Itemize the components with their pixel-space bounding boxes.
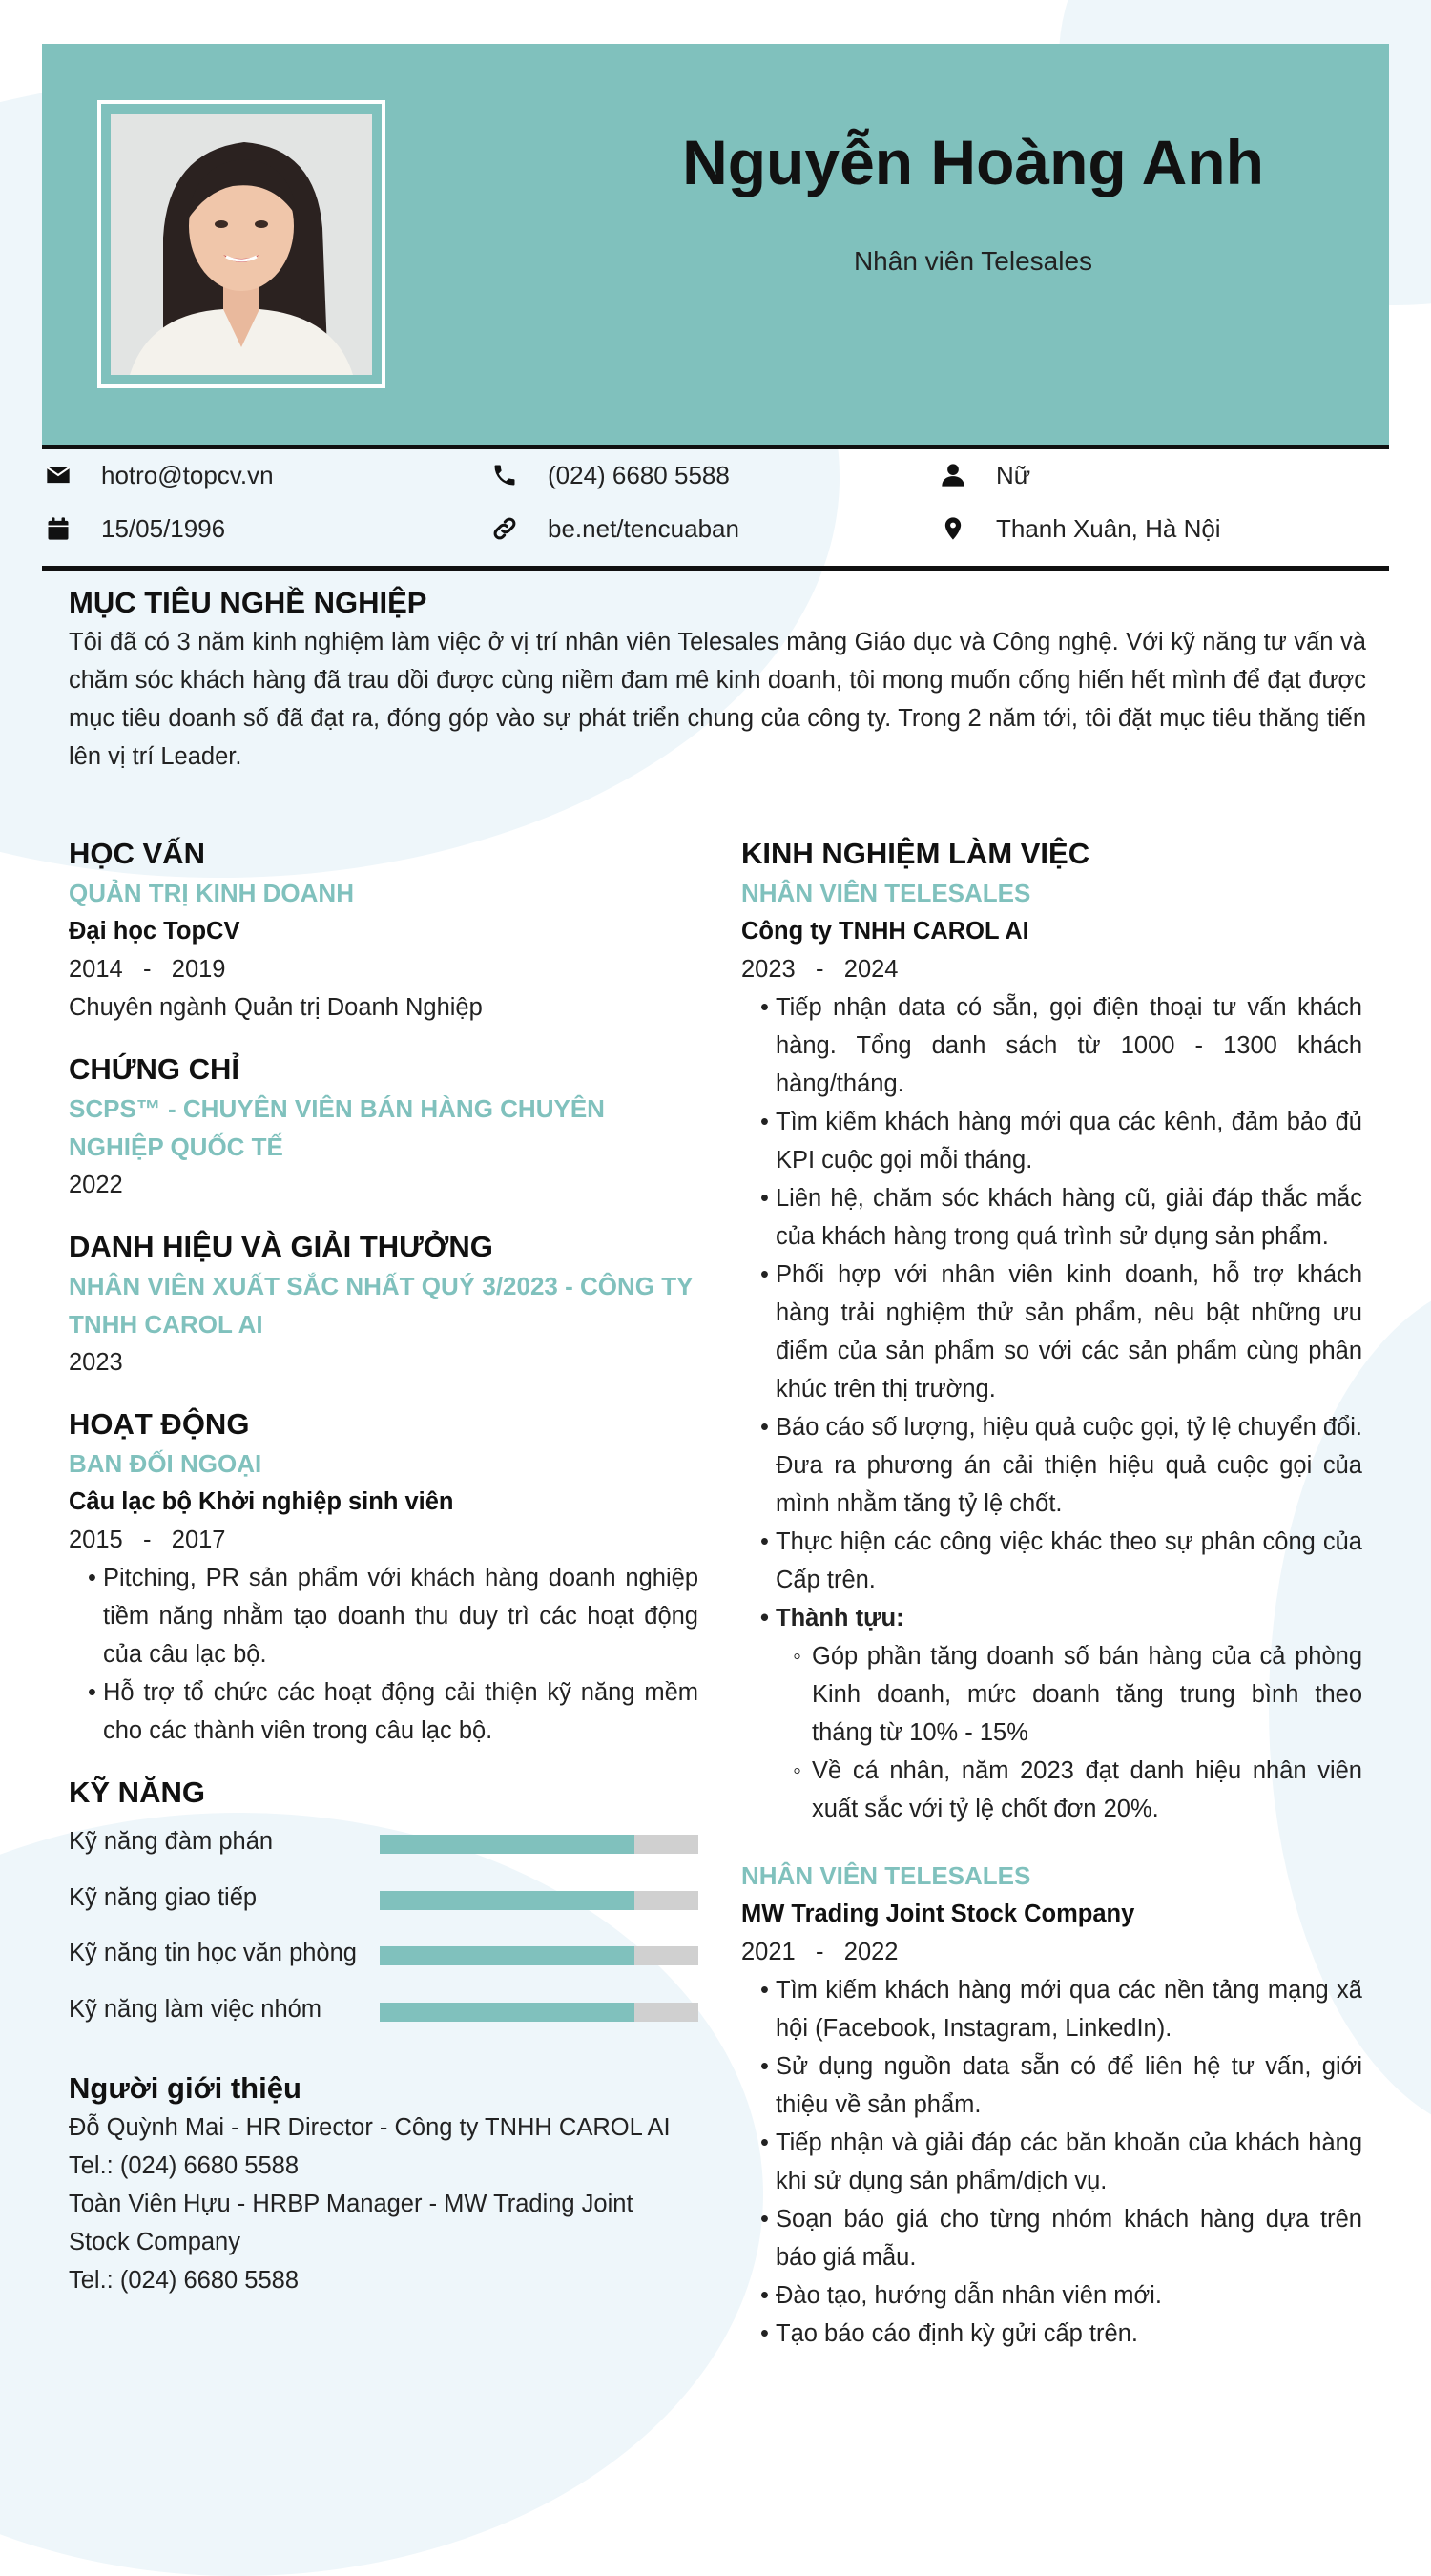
period-separator: - bbox=[143, 956, 152, 983]
phone-text: (024) 6680 5588 bbox=[548, 460, 730, 489]
certificates-section bbox=[69, 1049, 698, 1204]
skill-row bbox=[69, 1984, 698, 2041]
reference-line: Đỗ Quỳnh Mai - HR Director - Công ty TNHH CAROL AI bbox=[69, 2114, 671, 2141]
link-icon bbox=[488, 512, 521, 545]
activity-org: Câu lạc bộ Khởi nghiệp sinh viên bbox=[69, 1488, 454, 1515]
education-end: 2019 bbox=[171, 956, 226, 983]
awards-section bbox=[69, 1227, 698, 1381]
job-start: 2023 bbox=[741, 956, 796, 983]
objective-title: MỤC TIÊU NGHỀ NGHIỆP bbox=[69, 586, 427, 619]
list-item: • Tìm kiếm khách hàng mới qua các kênh, đảm bảo đủ KPI cuộc gọi mỗi tháng. bbox=[776, 1103, 1362, 1179]
job-entry bbox=[741, 1857, 1362, 2353]
list-item: • Đào tạo, hướng dẫn nhân viên mới. bbox=[776, 2276, 1362, 2315]
reference-line: Tel.: (024) 6680 5588 bbox=[69, 2152, 300, 2179]
education-major: QUẢN TRỊ KINH DOANH bbox=[69, 879, 354, 907]
list-item: • Phối hợp với nhân viên kinh doanh, hỗ trợ khách hàng trải nghiệm thử sản phẩm, nêu bật những ưu điểm của sản phẩm so với các sản phẩm cùng phân khúc trên thị trường. bbox=[776, 1256, 1362, 1408]
profile-photo-illustration bbox=[111, 114, 372, 375]
contact-phone bbox=[488, 459, 730, 491]
activities-title: HOẠT ĐỘNG bbox=[69, 1407, 250, 1441]
education-title: HỌC VẤN bbox=[69, 837, 205, 870]
references-title: Người giới thiệu bbox=[69, 2071, 301, 2105]
activity-role: BAN ĐỐI NGOẠI bbox=[69, 1449, 262, 1478]
skill-row bbox=[69, 1873, 698, 1929]
list-item: • Tiếp nhận data có sẵn, gọi điện thoại tư vấn khách hàng. Tổng danh sách từ 1000 - 1300 khách hàng/tháng. bbox=[776, 988, 1362, 1103]
contact-birthday bbox=[42, 512, 225, 545]
certificate-year: 2022 bbox=[69, 1172, 123, 1198]
website-text[interactable]: be.net/tencuaban bbox=[548, 513, 739, 543]
skill-name: Kỹ năng đàm phán bbox=[69, 1828, 274, 1855]
gender-text: Nữ bbox=[996, 460, 1031, 489]
list-item: • Hỗ trợ tổ chức các hoạt động cải thiện kỹ năng mềm cho các thành viên trong câu lạc bộ. bbox=[103, 1673, 698, 1750]
candidate-title: Nhân viên Telesales bbox=[853, 246, 1093, 276]
education-school: Đại học TopCV bbox=[69, 918, 240, 945]
experience-title: KINH NGHIỆM LÀM VIỆC bbox=[741, 837, 1090, 870]
left-column bbox=[69, 834, 698, 2322]
period-separator: - bbox=[143, 1527, 152, 1553]
job-company: MW Trading Joint Stock Company bbox=[741, 1901, 1135, 1927]
activity-end: 2017 bbox=[171, 1527, 226, 1553]
list-item: • Pitching, PR sản phẩm với khách hàng doanh nghiệp tiềm năng nhằm tạo doanh thu duy trì các hoạt động của câu lạc bộ. bbox=[103, 1559, 698, 1673]
list-item: • Sử dụng nguồn data sẵn có để liên hệ tư vấn, giới thiệu về sản phẩm. bbox=[776, 2047, 1362, 2124]
user-icon bbox=[937, 459, 969, 491]
job-company: Công ty TNHH CAROL AI bbox=[741, 918, 1029, 945]
reference-line: Tel.: (024) 6680 5588 bbox=[69, 2267, 300, 2294]
job-start: 2021 bbox=[741, 1939, 796, 1965]
list-item: • Liên hệ, chăm sóc khách hàng cũ, giải đáp thắc mắc của khách hàng trong quá trình sử dụng sản phẩm. bbox=[776, 1179, 1362, 1256]
skill-level bbox=[380, 1835, 634, 1854]
candidate-name: Nguyễn Hoàng Anh bbox=[682, 127, 1264, 197]
calendar-icon bbox=[42, 512, 74, 545]
address-text: Thanh Xuân, Hà Nội bbox=[996, 513, 1221, 543]
skill-level bbox=[380, 2003, 634, 2022]
contact-email bbox=[42, 459, 274, 491]
list-item: • Thực hiện các công việc khác theo sự phân công của Cấp trên. bbox=[776, 1523, 1362, 1599]
birthday-text: 15/05/1996 bbox=[101, 513, 226, 543]
skill-bar bbox=[380, 1835, 698, 1854]
list-item: • Báo cáo số lượng, hiệu quả cuộc gọi, tỷ lệ chuyển đổi. Đưa ra phương án cải thiện hiệu quả cuộc gọi của mình nhằm tăng tỷ lệ chốt. bbox=[776, 1408, 1362, 1523]
email-text: hotro@topcv.vn bbox=[101, 460, 274, 489]
cv-header bbox=[42, 44, 1389, 445]
contact-gender bbox=[937, 459, 1030, 491]
contact-address bbox=[937, 512, 1221, 545]
list-item: • Tiếp nhận và giải đáp các băn khoăn của khách hàng khi sử dụng sản phẩm/dịch vụ. bbox=[776, 2124, 1362, 2200]
activity-start: 2015 bbox=[69, 1527, 123, 1553]
contact-website bbox=[488, 512, 739, 545]
awards-title: DANH HIỆU VÀ GIẢI THƯỞNG bbox=[69, 1230, 493, 1263]
period-separator: - bbox=[816, 1939, 824, 1965]
activity-list bbox=[69, 1559, 698, 1750]
location-pin-icon bbox=[937, 512, 969, 545]
activities-section bbox=[69, 1404, 698, 1750]
skill-level bbox=[380, 1891, 634, 1910]
education-desc: Chuyên ngành Quản trị Doanh Nghiệp bbox=[69, 994, 483, 1021]
period-separator: - bbox=[816, 956, 824, 983]
objective-text: Tôi đã có 3 năm kinh nghiệm làm việc ở vị trí nhân viên Telesales mảng Giáo dục và Công nghệ. Với kỹ năng tư vấn và chăm sóc khách hàng đã trau dồi được cùng niềm đam mê kinh doanh, tôi mong muốn cống hiến hết mình để đạt được mục tiêu doanh số đã đạt ra, đóng góp vào sự phát triển chung của công ty. Trong 2 năm tới, tôi đặt mục tiêu thăng tiến lên vị trí Leader. bbox=[69, 629, 1366, 770]
award-name: NHÂN VIÊN XUẤT SẮC NHẤT QUÝ 3/2023 - CÔNG TY TNHH CAROL AI bbox=[69, 1272, 693, 1339]
list-item: ◦ Về cá nhân, năm 2023 đạt danh hiệu nhân viên xuất sắc với tỷ lệ chốt đơn 20%. bbox=[812, 1752, 1362, 1828]
skill-name: Kỹ năng giao tiếp bbox=[69, 1883, 258, 1911]
profile-photo bbox=[111, 114, 372, 375]
list-item: • Tạo báo cáo định kỳ gửi cấp trên. bbox=[776, 2315, 1362, 2353]
education-period bbox=[69, 950, 698, 988]
job-position: NHÂN VIÊN TELESALES bbox=[741, 879, 1031, 907]
job-entry bbox=[741, 874, 1362, 1828]
skill-row bbox=[69, 1817, 698, 1873]
education-section bbox=[69, 834, 698, 1027]
certificate-name: SCPS™ - CHUYÊN VIÊN BÁN HÀNG CHUYÊN NGHIỆP QUỐC TẾ bbox=[69, 1094, 605, 1161]
skill-level bbox=[380, 1946, 634, 1965]
reference-line: Toàn Viên Hựu - HRBP Manager - MW Trading Joint Stock Company bbox=[69, 2191, 633, 2255]
list-item: • Soạn báo giá cho từng nhóm khách hàng dựa trên báo giá mẫu. bbox=[776, 2200, 1362, 2276]
right-column bbox=[741, 834, 1362, 2376]
objective-section bbox=[69, 583, 1366, 776]
certificates-title: CHỨNG CHỈ bbox=[69, 1052, 239, 1086]
job-end: 2024 bbox=[843, 956, 899, 983]
skill-row bbox=[69, 1928, 698, 1984]
job-period bbox=[741, 950, 1362, 988]
achievements-label: • Thành tựu: bbox=[776, 1599, 1362, 1637]
skills-title: KỸ NĂNG bbox=[69, 1776, 205, 1809]
skill-bar bbox=[380, 1891, 698, 1910]
job-period bbox=[741, 1933, 1362, 1971]
skill-name: Kỹ năng tin học văn phòng bbox=[69, 1940, 357, 1966]
job-end: 2022 bbox=[843, 1939, 899, 1965]
phone-icon bbox=[488, 459, 521, 491]
achievements-list bbox=[741, 1637, 1362, 1828]
job-duties-list bbox=[741, 1971, 1362, 2353]
skill-bar bbox=[380, 2003, 698, 2022]
list-item: ◦ Góp phần tăng doanh số bán hàng của cả phòng Kinh doanh, mức doanh tăng trung bình theo tháng từ 10% - 15% bbox=[812, 1637, 1362, 1752]
job-position: NHÂN VIÊN TELESALES bbox=[741, 1861, 1031, 1890]
award-year: 2023 bbox=[69, 1349, 123, 1376]
cv-page bbox=[42, 44, 1389, 2347]
contact-bar bbox=[42, 445, 1389, 571]
activity-period bbox=[69, 1521, 698, 1559]
job-duties-list bbox=[741, 988, 1362, 1637]
skill-bar bbox=[380, 1946, 698, 1965]
list-item: • Tìm kiếm khách hàng mới qua các nền tảng mạng xã hội (Facebook, Instagram, LinkedIn). bbox=[776, 1971, 1362, 2047]
profile-photo-frame bbox=[97, 100, 385, 388]
education-start: 2014 bbox=[69, 956, 123, 983]
envelope-icon bbox=[42, 459, 74, 491]
references-section bbox=[69, 2068, 698, 2299]
skill-name: Kỹ năng làm việc nhóm bbox=[69, 1995, 322, 2023]
skills-section bbox=[69, 1773, 698, 2040]
